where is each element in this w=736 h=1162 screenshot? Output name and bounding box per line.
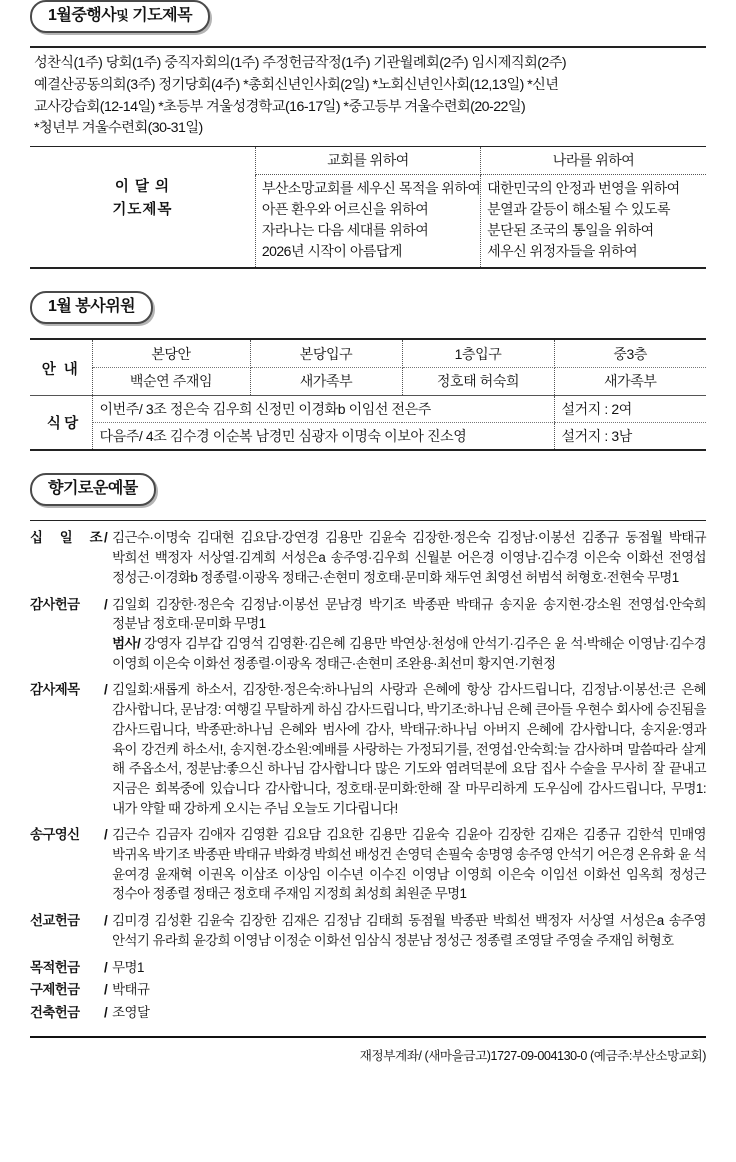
offering-subvalue: 강영자 김부갑 김영석 김영환·김은혜 김용만 박연상·천성애 안석기·김주은 윤 석·박해순 이영남·김수경 이영희 이은숙 이화선 정종렬·이광옥 정태근·손현미 조완용·최선미 황지연·기현정 bbox=[112, 636, 706, 671]
offering-key: 감사제목 bbox=[30, 682, 80, 698]
offering-key: 목적헌금 bbox=[30, 959, 80, 975]
volunteer-guide-label: 안 내 bbox=[30, 339, 92, 396]
offering-key: 감사헌금 bbox=[30, 596, 80, 612]
prayer-nation-items bbox=[481, 174, 706, 268]
volunteer-guide-name: 새가족부 bbox=[250, 368, 402, 396]
prayer-item: 2026년 시작이 아름답게 bbox=[261, 242, 402, 259]
prayer-body-row bbox=[30, 174, 706, 268]
offering-value: 조영달 bbox=[112, 1004, 150, 1020]
volunteer-guide-name: 새가족부 bbox=[604, 373, 657, 390]
prayer-row-label bbox=[30, 174, 255, 268]
volunteer-section-heading: 1월 봉사위원 bbox=[30, 291, 153, 324]
volunteer-guide-header-row bbox=[30, 339, 706, 368]
offering-row-building bbox=[30, 1003, 706, 1023]
volunteer-meal-dish: 설거지 : 2여 bbox=[554, 396, 706, 423]
prayer-label-spacer bbox=[30, 147, 255, 175]
offering-heading-wrap bbox=[30, 473, 706, 506]
volunteer-meal-names: 다음주/ 4조 김수경 이순복 남경민 심광자 이명숙 이보아 진소영 bbox=[99, 428, 467, 445]
volunteer-meal-names: 이번주/ 3조 정은숙 김우희 신정민 이경화b 이임선 전은주 bbox=[92, 396, 554, 423]
offering-row-thanks bbox=[30, 595, 706, 674]
prayer-item: 아픈 환우와 어르신을 위하여 bbox=[261, 200, 429, 217]
prayer-row-label-line1: 이 달 의 bbox=[114, 179, 170, 196]
volunteer-table bbox=[30, 338, 706, 451]
events-heading-wrap bbox=[30, 0, 706, 33]
offering-row-tithe bbox=[30, 528, 706, 587]
events-heading-tail: 기도제목 bbox=[132, 7, 193, 24]
offering-value bbox=[112, 595, 706, 674]
prayer-item: 세우신 위정자들을 위하여 bbox=[487, 242, 638, 259]
prayer-church-items bbox=[255, 174, 480, 268]
offering-key: 송구영신 bbox=[30, 827, 80, 843]
offering-slash: / bbox=[104, 530, 108, 546]
offering-slash: / bbox=[104, 913, 108, 929]
events-line: 성찬식(1주) 당회(1주) 중직자회의(1주) 주정헌금작정(1주) 기관월례회(2주) 임시제직회(2주) bbox=[34, 55, 567, 72]
events-heading-main: 1월중행사 bbox=[48, 7, 117, 24]
offering-subgroup bbox=[112, 634, 706, 673]
volunteer-guide-name: 정호태 허숙희 bbox=[402, 368, 554, 396]
offering-row-newyear bbox=[30, 825, 706, 904]
prayer-topics-table bbox=[30, 147, 706, 269]
volunteer-guide-header: 본당입구 bbox=[250, 339, 402, 368]
offering-key: 건축헌금 bbox=[30, 1004, 80, 1020]
offering-value: 김근수 김금자 김애자 김영환 김요담 김요한 김용만 김윤숙 김윤아 김장한 김재은 김종규 김한석 민매영 박귀옥 박기조 박종판 박태규 박화경 박희선 배성건 손영덕 손필숙 송명영 송주영 안석기 어은경 온유화 윤 석 윤여경 윤재혁 이권옥 이삼조 이상임 이수년 이수진 이영남 이영희 이은숙 이임선 이화선 임옥희 정성근 정수아 정종렬 정태근 정호태 주재임 지정희 최성희 최원준 무명1 bbox=[112, 827, 706, 902]
prayer-row-label-line2: 기도제목 bbox=[112, 201, 173, 218]
volunteer-meal-dish: 설거지 : 3남 bbox=[554, 423, 706, 451]
offering-slash: / bbox=[104, 827, 108, 843]
offering-slash: / bbox=[104, 959, 108, 975]
offering-list bbox=[30, 520, 706, 1022]
volunteer-guide-name: 백순연 주재임 bbox=[92, 368, 250, 396]
offering-slash: / bbox=[104, 682, 108, 698]
offering-section-heading: 향기로운예물 bbox=[30, 473, 156, 506]
offering-value-main: 김일회 김장한·정은숙 김정남·이봉선 문남경 박기조 박종판 박태규 송지윤 송지현·강소원 전영섭·안숙희 정분남 정호태·문미화 무명1 bbox=[112, 596, 706, 632]
bank-account-footer: 재정부계좌/ (새마을금고)1727-09-004130-0 (예금주:부산소망교회) bbox=[30, 1036, 706, 1064]
volunteer-guide-header: 1층입구 bbox=[402, 339, 554, 368]
prayer-item: 부산소망교회를 세우신 목적을 위하여 bbox=[261, 179, 481, 196]
events-line: 예결산공동의회(3주) 정기당회(4주) *총회신년인사회(2일) *노회신년인사회(12,13일) *신년 bbox=[34, 76, 559, 93]
prayer-item: 대한민국의 안정과 번영을 위하여 bbox=[487, 179, 680, 196]
events-line: *청년부 겨울수련회(30-31일) bbox=[34, 120, 203, 137]
offering-slash: / bbox=[104, 1004, 108, 1020]
volunteer-meal-label: 식 당 bbox=[30, 396, 92, 450]
offering-key: 구제헌금 bbox=[30, 982, 80, 998]
offering-row-thanks-topics bbox=[30, 680, 706, 818]
prayer-col1-header: 교회를 위하여 bbox=[255, 147, 480, 175]
events-heading-sub: 및 bbox=[116, 8, 129, 23]
prayer-header-row bbox=[30, 147, 706, 175]
events-section-heading bbox=[30, 0, 210, 33]
offering-row-mission bbox=[30, 911, 706, 950]
offering-row-relief bbox=[30, 980, 706, 1000]
events-line: 교사강습회(12-14일) *초등부 겨울성경학교(16-17일) *중고등부 겨울수련회(20-22일) bbox=[34, 98, 526, 115]
offering-slash: / bbox=[104, 982, 108, 998]
events-list bbox=[30, 46, 706, 146]
volunteer-guide-header: 중3층 bbox=[554, 339, 706, 368]
volunteer-meal-row bbox=[30, 396, 706, 423]
volunteer-guide-names-row bbox=[30, 368, 706, 396]
offering-key: 선교헌금 bbox=[30, 913, 80, 929]
prayer-item: 분열과 갈등이 해소될 수 있도록 bbox=[487, 200, 671, 217]
volunteer-heading-wrap bbox=[30, 291, 706, 324]
offering-value: 박태규 bbox=[112, 982, 150, 998]
offering-slash: / bbox=[104, 596, 108, 612]
offering-key: 십 일 조 bbox=[30, 530, 102, 546]
prayer-item: 분단된 조국의 통일을 위하여 bbox=[487, 221, 654, 238]
offering-value: 김미경 김성환 김윤숙 김장한 김재은 김정남 김태희 동점월 박종판 박희선 백정자 서상열 서성은a 송주영 안석기 유라희 윤강희 이영남 이정순 이화선 임삼식 정분남 정성근 정종렬 조영달 주영술 주재임 허형호 bbox=[112, 913, 706, 948]
prayer-col2-header: 나라를 위하여 bbox=[481, 147, 706, 175]
offering-value: 무명1 bbox=[112, 959, 144, 975]
volunteer-guide-header: 본당안 bbox=[92, 339, 250, 368]
offering-subkey: 범사/ bbox=[112, 636, 141, 651]
volunteer-meal-row bbox=[30, 423, 706, 451]
offering-value: 김일회:새롭게 하소서, 김장한·정은숙:하나님의 사랑과 은혜에 항상 감사드립니다, 김정남·이봉선:큰 은혜 감사합니다, 문남경: 여행길 무탈하게 하심 감사드립니다, 박기조:하나님 은혜 큰아들 우현수 회사에 승진됨을 감사드립니다, 박종판:하나님 은혜와 범사에 감사, 박태규:하나님 아버지 은혜에 감사합니다, 송지윤:영과 육이 강건케 하소서!, 송지현·강소원:예배를 사랑하는 가정되기를, 전영섭·안숙희:늘 감사하며 말씀따라 살게 해 주옵소서, 정분남:좋으신 하나님 감사합니다 많은 기도와 염려덕분에 요담 집사 수술을 무사히 잘 끝내고 지금은 회복중에 있습니다 감사합니다, 정호태·문미화:한해 잘 마무리하게 도우심에 감사드립니다, 무명1:내가 약할 때 강하게 오시는 주님 오늘도 기다립니다! bbox=[112, 682, 706, 816]
offering-value: 김근수·이명숙 김대현 김요담·강연경 김용만 김윤숙 김장한·정은숙 김정남·이봉선 김종규 동점월 박태규 박희선 백정자 서상열·김계희 서성은a 송주영·김우희 신월분 어은경 이영남·김수경 이은숙 이화선 전영섭 정성근·이경화b 정종렬·이광옥 정태근·손현미 정호태·문미화 채두연 최영선 허범석 허형호·전현숙 무명1 bbox=[112, 530, 706, 585]
prayer-item: 자라나는 다음 세대를 위하여 bbox=[261, 221, 429, 238]
offering-row-purpose bbox=[30, 958, 706, 978]
